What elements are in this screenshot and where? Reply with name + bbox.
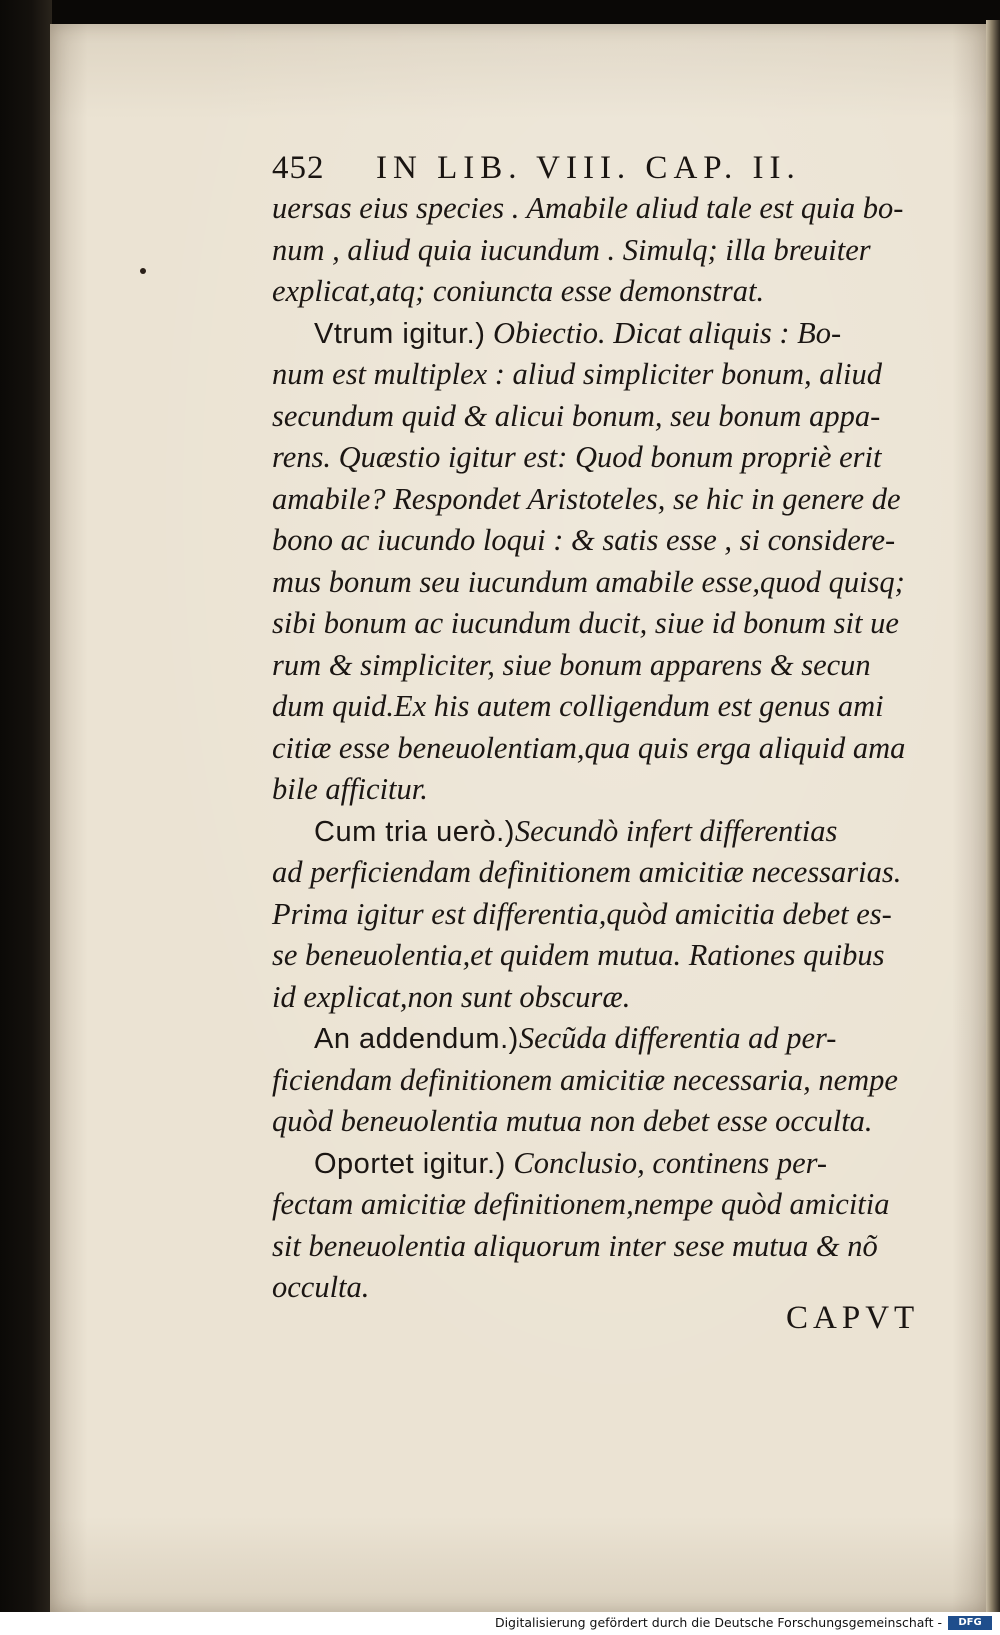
lemma: An addendum.) [314, 1023, 519, 1055]
page-right-edge [986, 20, 1000, 1612]
page-header [272, 150, 942, 190]
lemma: Oportet igitur.) [314, 1147, 506, 1180]
funding-credit: Digitalisierung gefördert durch die Deutsche Forschungsgemeinschaft - [494, 1615, 942, 1630]
text-line: Prima igitur est differentia,quòd amicitia debet es- [272, 896, 892, 931]
text-line: citiæ esse beneuolentiam,qua quis erga aliquid ama [272, 730, 906, 765]
text-line: bile afficitur. [272, 772, 428, 806]
commentary-text [272, 188, 922, 1309]
text-line: explicat,atq; coniuncta esse demonstrat. [272, 274, 765, 308]
text-line: secundum quid & alicui bonum, seu bonum appa- [272, 398, 881, 433]
text-line: num est multiplex : aliud simpliciter bonum, aliud [272, 357, 882, 391]
text-line: fectam amicitiæ definitionem,nempe quòd amicitia [272, 1187, 890, 1221]
digitization-footer [0, 1612, 1000, 1635]
text-line: se beneuolentia,et quidem mutua. Rationes quibus [272, 938, 885, 972]
text-line: rens. Quæstio igitur est: Quod bonum propriè erit [272, 440, 882, 474]
dfg-logo: DFG [948, 1616, 992, 1630]
text-line: ad perficiendam definitionem amicitiæ necessarias. [272, 855, 902, 889]
lemma: Vtrum igitur.) [314, 317, 486, 350]
text-line: mus bonum seu iucundum amabile esse,quod quisq; [272, 564, 905, 599]
page-number: 452 [272, 150, 325, 186]
text-line: sibi bonum ac iucundum ducit, siue id bonum sit ue [272, 606, 899, 640]
text-line: quòd beneuolentia mutua non debet esse occulta. [272, 1104, 873, 1138]
text-line: amabile? Respondet Aristoteles, se hic in genere de [272, 481, 901, 516]
lemma: Cum tria uerò.) [314, 815, 515, 848]
book-spine-shadow [0, 0, 52, 1635]
text-line: Cum tria uerò.)Secundò infert differentias [314, 813, 838, 848]
ink-speck [140, 268, 146, 274]
text-line: Oportet igitur.) Conclusio, continens per- [314, 1145, 828, 1180]
text-line: occulta. [272, 1270, 370, 1304]
text-line: Vtrum igitur.) Obiectio. Dicat aliquis : Bo- [314, 315, 842, 350]
text-line: An addendum.)Secũda differentia ad per- [314, 1021, 837, 1055]
text-line: bono ac iucundo loqui : & satis esse , si considere- [272, 523, 896, 557]
text-line: num , aliud quia iucundum . Simulq; illa breuiter [272, 232, 871, 267]
text-line: sit beneuolentia aliquorum inter sese mutua & nõ [272, 1228, 878, 1263]
text-line: uersas eius species . Amabile aliud tale est quia bo- [272, 191, 904, 225]
running-head: IN LIB. VIII. CAP. II. [376, 150, 801, 186]
text-line: ficiendam definitionem amicitiæ necessaria, nempe [272, 1062, 898, 1097]
text-line: rum & simpliciter, siue bonum apparens & secun [272, 647, 871, 682]
text-line: dum quid.Ex his autem colligendum est genus ami [272, 689, 884, 723]
text-line: id explicat,non sunt obscuræ. [272, 979, 631, 1014]
catchword: CAPVT [786, 1300, 920, 1336]
